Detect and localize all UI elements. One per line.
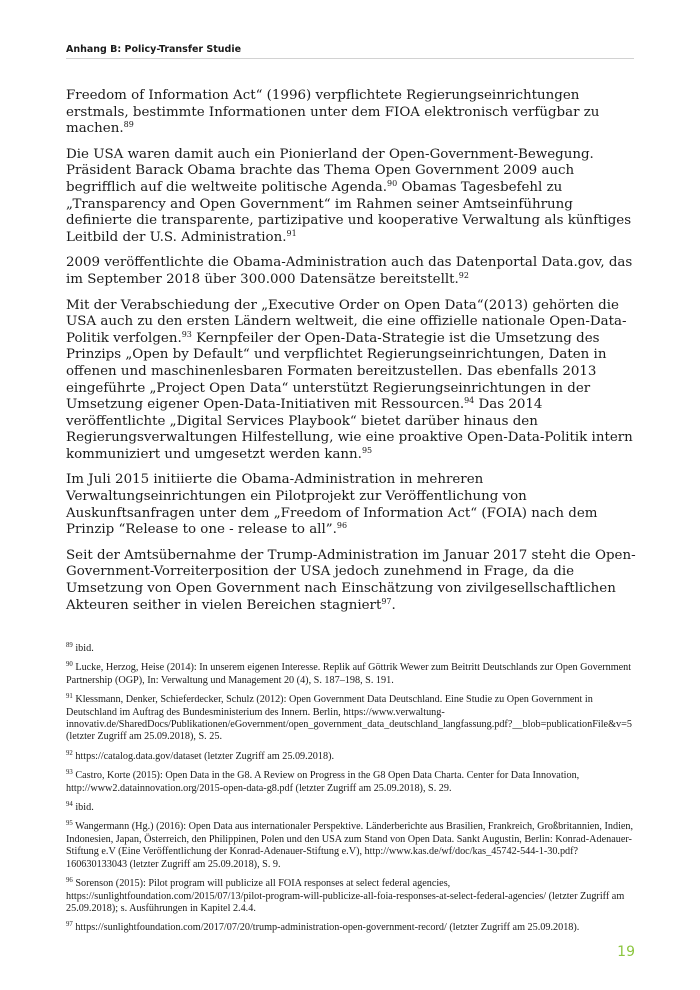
paragraph-text: Die USA waren damit auch ein Pionierland der Open-Government-Bewegung. Präsident Barack Obama brachte das Thema Open Government 2009 auch begrifflich auf die weltweite politische Agenda. (66, 146, 594, 195)
paragraph-text: Seit der Amtsübernahme der Trump-Administration im Januar 2017 steht die Open-Government-Vorreiterposition der USA jedoch zunehmend in Frage, da die Umsetzung von Open Government nach Einschätzung von zivilgesellschaftlichen Akteuren seither in vielen Bereichen stagniert (66, 547, 636, 613)
footnote-reference[interactable]: 96 (336, 521, 348, 531)
footnote (66, 922, 636, 934)
footnote-reference[interactable]: 91 (286, 228, 297, 238)
paragraph (66, 472, 636, 538)
footnote (66, 770, 636, 795)
page-number: 19 (617, 944, 635, 960)
footnote-number: 93 (66, 769, 73, 777)
paragraph (66, 298, 636, 464)
footnote-reference[interactable]: 93 (181, 329, 192, 339)
paragraph (66, 88, 636, 138)
footnote-reference[interactable]: 90 (387, 178, 398, 188)
paragraph-text: Im Juli 2015 initiierte die Obama-Administration in mehreren Verwaltungseinrichtungen ein Pilotprojekt zur Veröffentlichung von Auskunftsanfragen unter dem „Freedom of Information Act“ (FOIA) nach dem Prinzip “Release to one - release to all”. (66, 472, 598, 538)
footnote-text: Sorenson (2015): Pilot program will publicize all FOIA responses at select federal agencies, https://sunlightfoundation.com/2015/07/13/pilot-program-will-publicize-all-foia-responses-at-select-federal-agencies/ (letzter Zugriff am 25.09.2018); s. Ausführungen in Kapitel 2.4.4. (66, 878, 625, 914)
footnote-text: https://sunlightfoundation.com/2017/07/20/trump-administration-open-government-record/ (letzter Zugriff am 25.09.2018). (75, 922, 580, 934)
footnote-text: Castro, Korte (2015): Open Data in the G8. A Review on Progress in the G8 Open Data Charta. Center for Data Innovation, http://www2.datainnovation.org/2015-open-data-g8.pdf (letzter Zugriff am 25.09.2018), S. 29. (66, 770, 580, 794)
running-header: Anhang B: Policy-Transfer Studie (66, 44, 634, 59)
paragraph-text: Mit der Verabschiedung der „Executive Order on Open Data“(2013) gehörten die USA auch zu den ersten Ländern weltweit, die eine offizielle nationale Open-Data-Politik verfolgen. (66, 297, 627, 346)
footnote-text: https://catalog.data.gov/dataset (letzter Zugriff am 25.09.2018). (75, 750, 335, 762)
footnote-number: 97 (66, 921, 73, 929)
footnote-text: ibid. (75, 643, 94, 654)
footnote-number: 94 (66, 801, 73, 809)
footnote-reference[interactable]: 94 (464, 396, 475, 406)
footnote-text: Lucke, Herzog, Heise (2014): In unserem eigenen Interesse. Replik auf Göttrik Wewer zum Beitritt Deutschlands zur Open Government Partnership (OGP), In: Verwaltung und Management 20 (4), S. 187–198, S. 191. (66, 662, 632, 686)
footnote-text: Wangermann (Hg.) (2016): Open Data aus internationaler Perspektive. Länderberichte aus Brasilien, Frankreich, Großbritannien, Indien, Indonesien, Japan, Österreich, den Philippinen, Polen und den USA zum Stand von Open Data. Sankt Augustin, Berlin: Konrad-Adenauer-Stiftung e.V (Eine Veröffentlichung der Konrad-Adenauer-Stiftung e.V), http://www.kas.de/wf/doc/kas_45742-544-1-30.pdf?160630133043 (letzter Zugriff am 25.09.2018), S. 9. (66, 821, 634, 870)
footnote (66, 751, 636, 763)
paragraph-text: Obamas Tagesbefehl zu „Transparency and Open Government“ im Rahmen seiner Amtseinführung definierte die transparente, partizipative und kooperative Verwaltung als künftiges Leitbild der U.S. Administration. (66, 179, 632, 245)
footnote-reference[interactable]: 92 (458, 270, 469, 280)
footnote-number: 95 (66, 820, 73, 828)
footnote (66, 694, 636, 744)
footnote (66, 878, 636, 915)
footnote-number: 90 (66, 661, 73, 669)
footnote-number: 91 (66, 693, 73, 701)
footnote-number: 96 (66, 877, 73, 885)
footnote-number: 92 (66, 749, 73, 757)
paragraph (66, 255, 636, 288)
footnote (66, 662, 636, 687)
footnote (66, 643, 636, 655)
paragraph-text: 2009 veröffentlichte die Obama-Administration auch das Datenportal Data.gov, das im September 2018 über 300.000 Datensätze bereitstellt. (66, 255, 633, 287)
paragraph (66, 147, 636, 247)
footnote-reference[interactable]: 95 (361, 445, 373, 455)
footnote-reference[interactable]: 97 (381, 596, 392, 606)
footnotes (66, 643, 636, 942)
paragraph (66, 548, 636, 614)
footnote-number: 89 (66, 642, 73, 649)
paragraph-text: Freedom of Information Act“ (1996) verpflichtete Regierungseinrichtungen erstmals, bestimmte Informationen unter dem FIOA elektronisch verfügbar zu machen. (66, 88, 600, 137)
body-text (66, 88, 636, 623)
paragraph-text: . (391, 597, 396, 613)
footnote-reference[interactable]: 89 (123, 120, 134, 130)
paragraph-text: Das 2014 veröffentlichte „Digital Services Playbook“ bietet darüber hinaus den Regierungsverwaltungen Hilfestellung, wie eine proaktive Open-Data-Politik intern kommuniziert und umgesetzt werden kann. (66, 397, 633, 462)
footnote-text: ibid. (75, 802, 94, 814)
footnote (66, 802, 636, 814)
footnote (66, 821, 636, 871)
paragraph-text: Kernpfeiler der Open-Data-Strategie ist die Umsetzung des Prinzips „Open by Default“ und verpflichtet Regierungseinrichtungen, Daten in offenen und maschinenlesbaren Formaten bereitzustellen. Das ebenfalls 2013 eingeführte „Project Open Data“ unterstützt Regierungseinrichtungen in der Umsetzung eigener Open-Data-Initiativen mit Ressourcen. (66, 330, 607, 413)
footnote-text: Klessmann, Denker, Schieferdecker, Schulz (2012): Open Government Data Deutschland. Eine Studie zu Open Government in Deutschland im Auftrag des Bundesministerium des Innern. Berlin, https://www.verwaltung-innovativ.de/SharedDocs/Publikationen/eGovernment/open_government_data_deutschland_langfassung.pdf?__blob=publicationFile&v=5 (letzter Zugriff am 25.09.2018), S. 25. (66, 694, 632, 743)
